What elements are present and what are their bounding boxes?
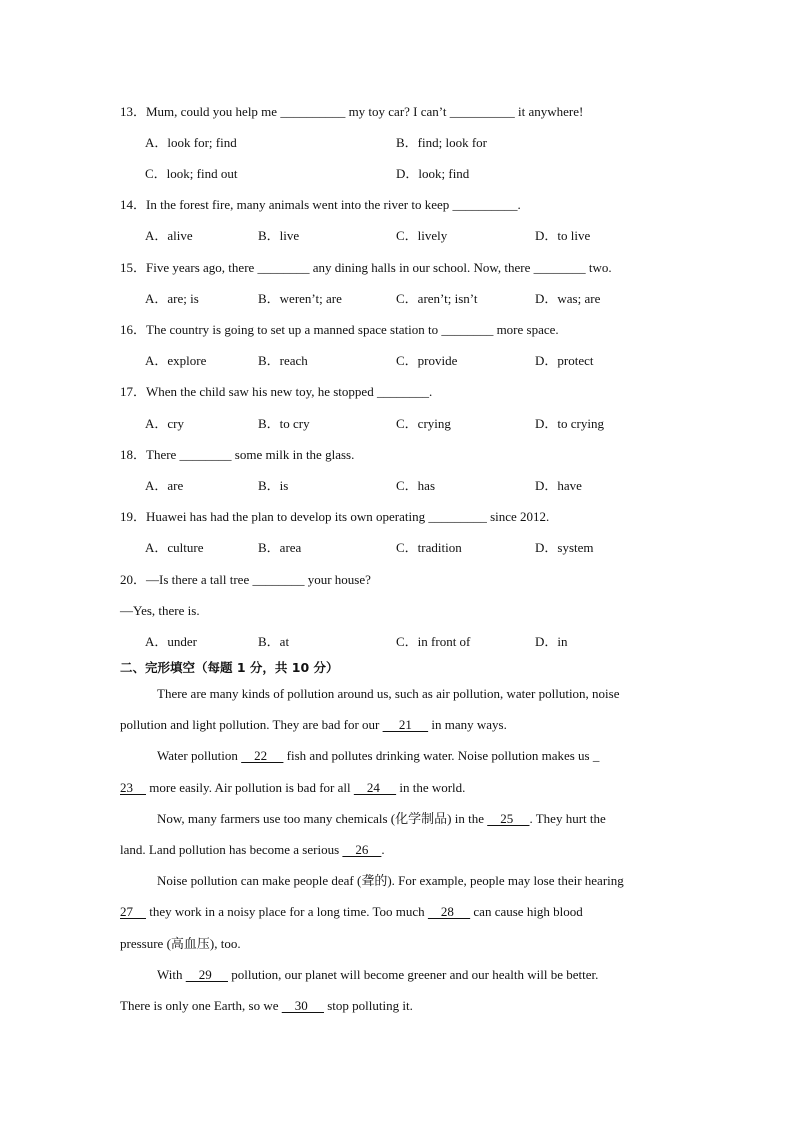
question-14-option-b: B．live xyxy=(258,228,300,243)
question-19-option-a: A．culture xyxy=(145,540,204,555)
question-13-option-c: C．look; find out xyxy=(145,166,238,181)
question-19-option-b: B．area xyxy=(258,540,302,555)
question-15-option-c: C．aren’t; isn’t xyxy=(396,291,478,306)
passage-text: more easily. Air pollution is bad for all xyxy=(146,780,354,795)
passage-text: Now, many farmers use too many chemicals (化学制品) in the xyxy=(157,811,488,826)
question-14-option-c: C．lively xyxy=(396,228,448,243)
question-16-option-c: C．provide xyxy=(396,353,458,368)
passage-text: . xyxy=(381,842,385,857)
question-19-option-d: D．system xyxy=(535,540,594,555)
passage-line xyxy=(157,873,624,889)
passage-line xyxy=(120,904,583,920)
passage-text: fish and pollutes drinking water. Noise pollution makes us _ xyxy=(283,748,600,763)
question-18-option-d: D．have xyxy=(535,478,582,493)
question-17-option-d: D．to crying xyxy=(535,416,604,431)
question-20-option-d: D．in xyxy=(535,634,568,649)
passage-text: land. Land pollution has become a serious xyxy=(120,842,343,857)
passage-text: There are many kinds of pollution around us, such as air pollution, water pollution, noise xyxy=(157,686,620,701)
blank-27: 27 xyxy=(120,904,146,919)
passage-text: they work in a noisy place for a long time. Too much xyxy=(146,904,428,919)
passage-line xyxy=(157,811,606,827)
blank-22: 22 xyxy=(241,748,284,763)
passage-line xyxy=(120,936,241,952)
passage-text: pollution and light pollution. They are bad for our xyxy=(120,717,383,732)
question-17-option-a: A．cry xyxy=(145,416,184,431)
passage-text: in many ways. xyxy=(428,717,507,732)
blank-28: 28 xyxy=(427,904,471,919)
question-13-stem: 13．Mum, could you help me __________ my toy car? I can’t __________ it anywhere! xyxy=(120,104,584,119)
passage-line xyxy=(120,842,385,858)
question-14-option-a: A．alive xyxy=(145,228,193,243)
passage-line xyxy=(120,780,465,796)
question-18-stem: 18．There ________ some milk in the glass. xyxy=(120,447,355,462)
blank-26: 26 xyxy=(342,842,382,857)
question-15-option-d: D．was; are xyxy=(535,291,601,306)
question-16-stem: 16．The country is going to set up a manned space station to ________ more space. xyxy=(120,322,559,337)
question-16-option-d: D．protect xyxy=(535,353,594,368)
question-18-option-b: B．is xyxy=(258,478,289,493)
question-16-option-a: A．explore xyxy=(145,353,207,368)
passage-text: . They hurt the xyxy=(529,811,606,826)
blank-30: 30 xyxy=(281,998,324,1013)
question-15-option-a: A．are; is xyxy=(145,291,199,306)
blank-25: 25 xyxy=(487,811,530,826)
question-17-stem: 17．When the child saw his new toy, he stopped ________. xyxy=(120,384,433,399)
question-19-option-c: C．tradition xyxy=(396,540,462,555)
question-13-option-a: A．look for; find xyxy=(145,135,237,150)
blank-23: 23 xyxy=(120,780,146,795)
question-15-option-b: B．weren’t; are xyxy=(258,291,342,306)
question-19-stem: 19．Huawei has had the plan to develop its own operating _________ since 2012. xyxy=(120,509,550,524)
section-2-title: 二、完形填空（每题 1 分，共 10 分） xyxy=(120,660,339,675)
question-20-stem: 20．—Is there a tall tree ________ your house? xyxy=(120,572,371,587)
blank-21: 21 xyxy=(382,717,429,732)
question-15-stem: 15．Five years ago, there ________ any dining halls in our school. Now, there ________ two. xyxy=(120,260,612,275)
passage-line xyxy=(120,717,507,733)
question-14-option-d: D．to live xyxy=(535,228,591,243)
question-17-option-b: B．to cry xyxy=(258,416,310,431)
passage-text: pollution, our planet will become greener and our health will be better. xyxy=(227,967,599,982)
passage-line xyxy=(157,686,620,702)
question-17-option-c: C．crying xyxy=(396,416,451,431)
question-13-option-d: D．look; find xyxy=(396,166,470,181)
question-20-option-b: B．at xyxy=(258,634,290,649)
question-16-option-b: B．reach xyxy=(258,353,308,368)
question-18-option-c: C．has xyxy=(396,478,436,493)
question-13-option-b: B．find; look for xyxy=(396,135,487,150)
question-20-option-a: A．under xyxy=(145,634,197,649)
passage-line xyxy=(157,748,599,764)
passage-text: pressure (高血压), too. xyxy=(120,936,241,951)
passage-text: There is only one Earth, so we xyxy=(120,998,282,1013)
passage-text: in the world. xyxy=(396,780,466,795)
blank-29: 29 xyxy=(185,967,228,982)
passage-text: Water pollution xyxy=(157,748,242,763)
passage-line xyxy=(120,998,413,1014)
question-20-option-c: C．in front of xyxy=(396,634,471,649)
blank-24: 24 xyxy=(353,780,397,795)
question-18-option-a: A．are xyxy=(145,478,184,493)
passage-text: Noise pollution can make people deaf (聋的). For example, people may lose their hearing xyxy=(157,873,624,888)
question-20-answer-line: —Yes, there is. xyxy=(120,603,200,618)
passage-text: With xyxy=(157,967,186,982)
passage-line xyxy=(157,967,598,983)
passage-text: stop polluting it. xyxy=(323,998,413,1013)
passage-text: can cause high blood xyxy=(470,904,583,919)
question-14-stem: 14．In the forest fire, many animals went into the river to keep __________. xyxy=(120,197,521,212)
